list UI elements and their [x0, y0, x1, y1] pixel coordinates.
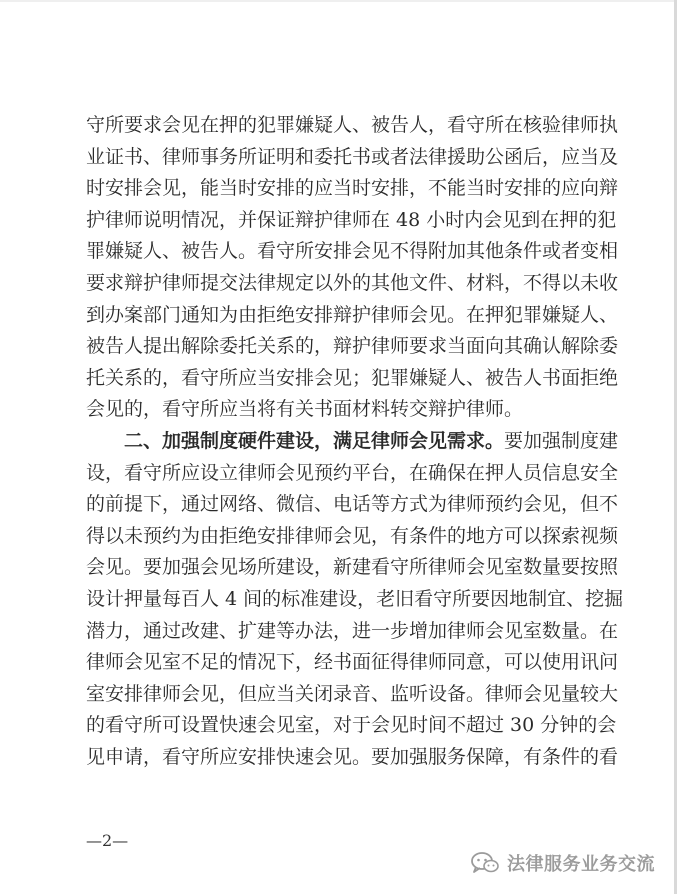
section-heading-line: [86, 426, 634, 458]
body-line: 时安排会见，能当时安排的应当时安排，不能当时安排的应向辩: [86, 177, 619, 200]
body-line: 的看守所可设置快速会见室，对于会见时间不超过 30 分钟的会: [86, 714, 617, 737]
body-line: 律师会见室不足的情况下，经书面征得律师同意，可以使用讯问: [86, 651, 619, 674]
body-line: 守所要求会见在押的犯罪嫌疑人、被告人，看守所在核验律师执: [86, 114, 619, 136]
body-line: 会见的，看守所应当将有关书面材料转交辩护律师。: [86, 398, 524, 421]
body-line: 罪嫌疑人、被告人。看守所安排会见不得附加其他条件或者变相: [86, 240, 619, 263]
body-line: 业证书、律师事务所证明和委托书或者法律援助公函后，应当及: [86, 145, 619, 168]
wechat-icon: [471, 852, 499, 874]
body-line: 设，看守所应设立律师会见预约平台，在确保在押人员信息安全: [86, 461, 619, 484]
body-line: 护律师说明情况，并保证辩护律师在 48 小时内会见到在押的犯: [86, 208, 617, 231]
body-line: 的前提下，通过网络、微信、电话等方式为律师预约会见，但不: [86, 493, 619, 516]
body-line: 托关系的，看守所应当安排会见；犯罪嫌疑人、被告人书面拒绝: [86, 366, 619, 389]
body-line: 设计押量每百人 4 间的标准建设，老旧看守所要因地制宜、挖掘: [86, 587, 624, 610]
body-line: 潜力，通过改建、扩建等办法，进一步增加律师会见室数量。在: [86, 619, 619, 642]
document-body: [86, 110, 634, 773]
body-line: 室安排律师会见，但应当关闭录音、监听设备。律师会见量较大: [86, 682, 619, 705]
page-number: —2—: [86, 831, 129, 850]
body-line: 会见。要加强会见场所建设，新建看守所律师会见室数量要按照: [86, 556, 619, 579]
body-line: 要求辩护律师提交法律规定以外的其他文件、材料，不得以未收: [86, 271, 619, 294]
page-top-edge: [0, 0, 677, 2]
section-heading: 二、加强制度硬件建设，满足律师会见需求。: [124, 429, 505, 452]
body-line: 被告人提出解除委托关系的，辩护律师要求当面向其确认解除委: [86, 335, 619, 358]
watermark: [471, 850, 655, 876]
body-text-fragment: 要加强制度建: [504, 429, 619, 452]
watermark-text: 法律服务业务交流: [507, 854, 655, 875]
body-line: 到办案部门通知为由拒绝安排辩护律师会见。在押犯罪嫌疑人、: [86, 303, 619, 326]
body-line: 见申请，看守所应安排快速会见。要加强服务保障，有条件的看: [86, 745, 619, 768]
body-line: 得以未预约为由拒绝安排律师会见，有条件的地方可以探索视频: [86, 524, 619, 547]
